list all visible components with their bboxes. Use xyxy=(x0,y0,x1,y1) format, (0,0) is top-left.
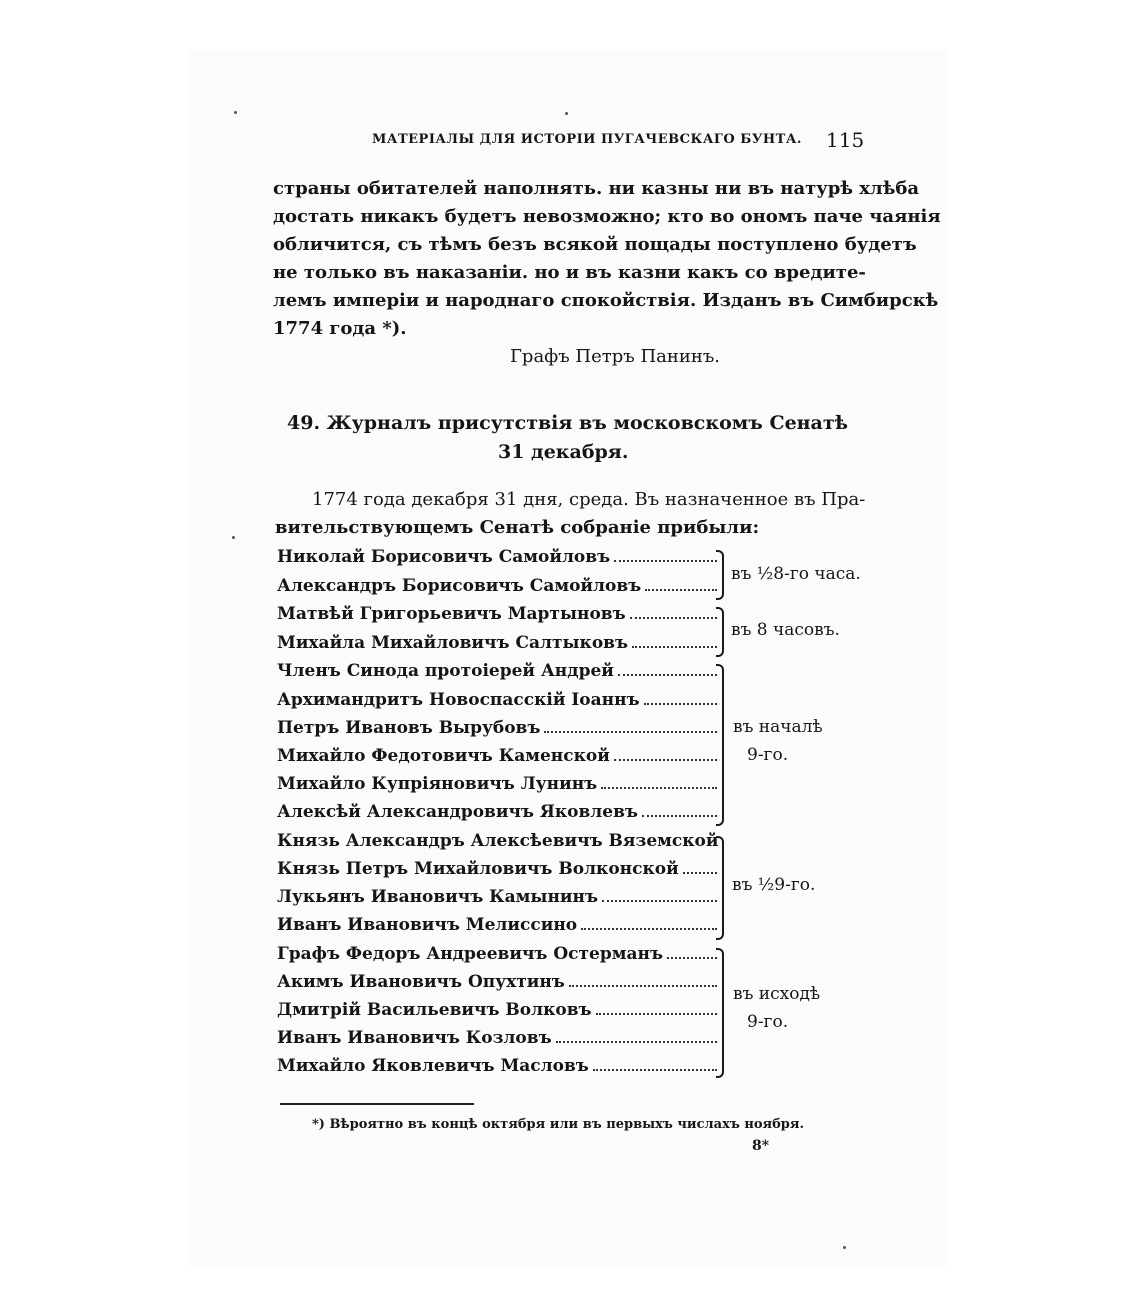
attendee-row xyxy=(277,774,717,798)
printer-signature-mark: 8* xyxy=(752,1138,770,1154)
leader-dots xyxy=(618,670,717,676)
leader-dots xyxy=(683,868,717,874)
intro-line: 1774 года декабря 31 дня, среда. Въ назначенное въ Пра- xyxy=(312,489,866,510)
attendee-row xyxy=(277,915,717,939)
scan-speck xyxy=(565,112,568,115)
attendee-row xyxy=(277,972,717,996)
leader-dots xyxy=(593,1065,717,1071)
attendee-row xyxy=(277,944,717,968)
section-heading-date: 31 декабря. xyxy=(498,441,629,463)
attendee-row xyxy=(277,633,717,657)
attendee-name: Михайло Федотовичъ Каменской xyxy=(277,746,610,766)
group-brace xyxy=(716,664,724,826)
signature: Графъ Петръ Панинъ. xyxy=(510,346,721,367)
arrival-time: въ началѣ xyxy=(733,717,823,737)
attendee-name: Иванъ Ивановичъ Мелиссино xyxy=(277,915,578,935)
leader-dots xyxy=(556,1037,717,1043)
attendee-row xyxy=(277,1000,717,1024)
attendee-row xyxy=(277,1028,717,1052)
arrival-time: въ 8 часовъ. xyxy=(731,620,840,640)
section-heading: 49. Журналъ присутствія въ московскомъ Сенатѣ xyxy=(287,412,849,434)
attendee-row xyxy=(277,887,717,911)
leader-dots xyxy=(614,556,717,562)
leader-dots xyxy=(601,783,717,789)
attendee-name: Акимъ Ивановичъ Опухтинъ xyxy=(277,972,565,992)
attendee-row xyxy=(277,690,717,714)
attendee-row xyxy=(277,576,717,600)
attendee-name: Князь Александръ Алексѣевичъ Вяземской xyxy=(277,831,719,851)
arrival-time: въ ½9-го. xyxy=(732,875,816,895)
text-line: не только въ наказаніи. но и въ казни какъ со вредите- xyxy=(273,262,866,283)
leader-dots xyxy=(602,896,717,902)
leader-dots xyxy=(645,585,717,591)
attendee-name: Князь Петръ Михайловичъ Волконской xyxy=(277,859,679,879)
page-sheet xyxy=(188,50,948,1266)
leader-dots xyxy=(544,727,717,733)
attendee-name: Дмитрій Васильевичъ Волковъ xyxy=(277,1000,592,1020)
arrival-time: 9-го. xyxy=(747,1012,789,1032)
scan-speck xyxy=(232,536,235,539)
group-brace xyxy=(716,550,724,600)
attendee-name: Архимандритъ Новоспасскій Іоаннъ xyxy=(277,690,640,710)
leader-dots xyxy=(614,755,717,761)
arrival-time: 9-го. xyxy=(747,745,789,765)
group-brace xyxy=(716,836,724,940)
attendee-name: Лукьянъ Ивановичъ Камынинъ xyxy=(277,887,599,907)
scan-speck xyxy=(843,1246,846,1249)
leader-dots xyxy=(667,953,717,959)
leader-dots xyxy=(642,811,717,817)
attendee-row xyxy=(277,661,717,685)
text-line: 1774 года *). xyxy=(273,318,407,339)
leader-dots xyxy=(596,1009,717,1015)
attendee-row xyxy=(277,547,717,571)
leader-dots xyxy=(581,924,717,930)
attendee-row xyxy=(277,718,717,742)
footnote: *) Вѣроятно въ концѣ октября или въ первыхъ числахъ ноября. xyxy=(312,1117,805,1132)
text-line: лемъ имперіи и народнаго спокойствія. Изданъ въ Симбирскѣ xyxy=(273,290,939,311)
leader-dots xyxy=(632,642,717,648)
footnote-rule xyxy=(280,1103,474,1105)
attendee-name: Членъ Синода протоіерей Андрей xyxy=(277,661,614,681)
leader-dots xyxy=(569,981,717,987)
page-number: 115 xyxy=(826,128,865,152)
attendee-row xyxy=(277,831,717,855)
text-line: достать никакъ будетъ невозможно; кто во ономъ паче чаянія xyxy=(273,206,941,227)
scan-speck xyxy=(234,111,237,114)
arrival-time: въ ½8-го часа. xyxy=(731,564,861,584)
attendee-row xyxy=(277,802,717,826)
attendee-name: Михайло Купріяновичъ Лунинъ xyxy=(277,774,598,794)
attendee-name: Матвѣй Григорьевичъ Мартыновъ xyxy=(277,604,626,624)
group-brace xyxy=(716,607,724,657)
attendee-name: Алексѣй Александровичъ Яковлевъ xyxy=(277,802,638,822)
arrival-time: въ исходѣ xyxy=(733,984,821,1004)
intro-line: вительствующемъ Сенатѣ собраніе прибыли: xyxy=(275,517,760,538)
attendee-name: Николай Борисовичъ Самойловъ xyxy=(277,547,611,567)
text-line: обличится, съ тѣмъ безъ всякой пощады поступлено будетъ xyxy=(273,234,917,255)
attendee-name: Александръ Борисовичъ Самойловъ xyxy=(277,576,642,596)
attendee-name: Михайло Яковлевичъ Масловъ xyxy=(277,1056,589,1076)
attendee-row xyxy=(277,859,717,883)
attendee-name: Иванъ Ивановичъ Козловъ xyxy=(277,1028,552,1048)
attendee-row xyxy=(277,746,717,770)
attendee-row xyxy=(277,1056,717,1080)
group-brace xyxy=(716,948,724,1078)
attendee-name: Михайла Михайловичъ Салтыковъ xyxy=(277,633,629,653)
attendee-name: Графъ Федоръ Андреевичъ Остерманъ xyxy=(277,944,664,964)
text-line: страны обитателей наполнять. ни казны ни въ натурѣ хлѣба xyxy=(273,178,920,199)
running-title: МАТЕРІАЛЫ ДЛЯ ИСТОРІИ ПУГАЧЕВСКАГО БУНТА. xyxy=(372,132,802,147)
attendee-row xyxy=(277,604,717,628)
leader-dots xyxy=(630,613,717,619)
attendee-name: Петръ Ивановъ Вырубовъ xyxy=(277,718,541,738)
leader-dots xyxy=(644,699,717,705)
